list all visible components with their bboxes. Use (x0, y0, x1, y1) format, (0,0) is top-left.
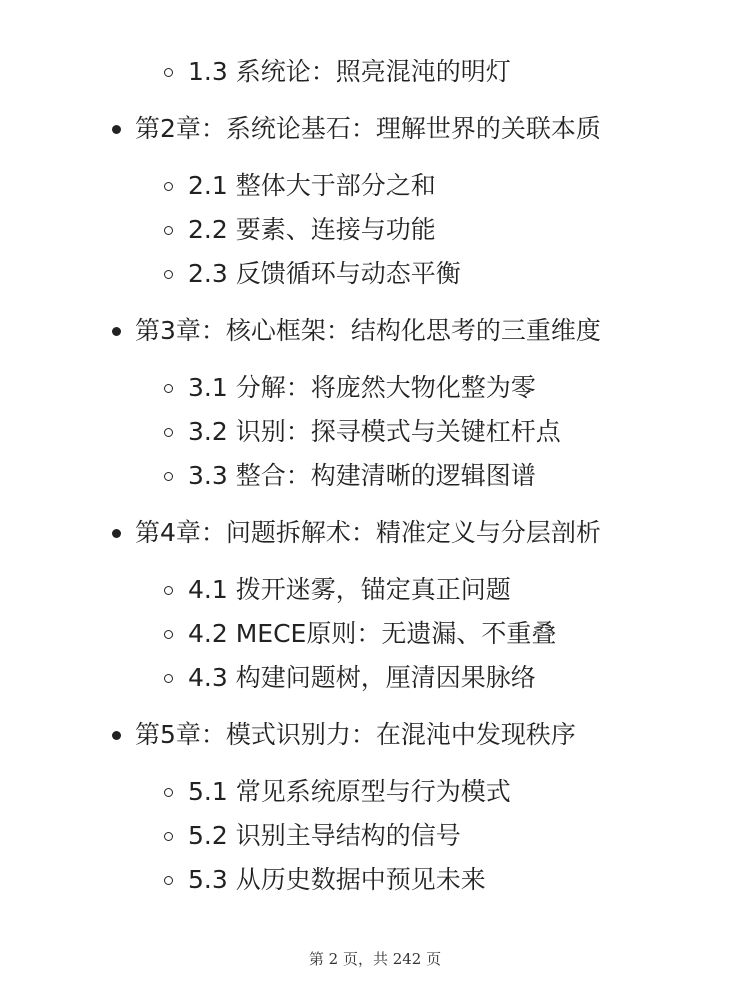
toc-section-label: 2.1 整体大于部分之和 (188, 171, 436, 200)
toc-section-label: 5.2 识别主导结构的信号 (188, 821, 461, 850)
disc-bullet-icon (112, 327, 121, 336)
toc-section-label: 3.2 识别：探寻模式与关键杠杆点 (188, 417, 561, 446)
circle-bullet-icon (164, 182, 173, 191)
disc-bullet-icon (112, 529, 121, 538)
toc-section-label: 2.3 反馈循环与动态平衡 (188, 259, 461, 288)
toc-chapter-4[interactable] (112, 517, 601, 549)
circle-bullet-icon (164, 876, 173, 885)
toc-section-4-1[interactable] (164, 574, 511, 606)
circle-bullet-icon (164, 68, 173, 77)
toc-section-label: 4.3 构建问题树，厘清因果脉络 (188, 663, 536, 692)
circle-bullet-icon (164, 832, 173, 841)
toc-section-label: 2.2 要素、连接与功能 (188, 215, 436, 244)
circle-bullet-icon (164, 428, 173, 437)
toc-chapter-5[interactable] (112, 719, 576, 751)
toc-section-4-2[interactable] (164, 618, 556, 650)
toc-section-2-1[interactable] (164, 170, 436, 202)
toc-section-label: 3.1 分解：将庞然大物化整为零 (188, 373, 536, 402)
toc-section-2-3[interactable] (164, 258, 461, 290)
toc-section-label: 4.2 MECE原则：无遗漏、不重叠 (188, 619, 557, 648)
circle-bullet-icon (164, 384, 173, 393)
toc-chapter-label: 第5章：模式识别力：在混沌中发现秩序 (135, 720, 576, 749)
disc-bullet-icon (112, 125, 121, 134)
toc-chapter-label: 第4章：问题拆解术：精准定义与分层剖析 (135, 518, 601, 547)
toc-section-label: 5.1 常见系统原型与行为模式 (188, 777, 511, 806)
circle-bullet-icon (164, 788, 173, 797)
toc-section-4-3[interactable] (164, 662, 536, 694)
toc-section-3-3[interactable] (164, 460, 536, 492)
toc-section-label: 3.3 整合：构建清晰的逻辑图谱 (188, 461, 536, 490)
toc-chapter-label: 第2章：系统论基石：理解世界的关联本质 (135, 114, 601, 143)
circle-bullet-icon (164, 630, 173, 639)
circle-bullet-icon (164, 226, 173, 235)
toc-section-5-1[interactable] (164, 776, 511, 808)
toc-section-5-3[interactable] (164, 864, 486, 896)
toc-section-3-1[interactable] (164, 372, 536, 404)
circle-bullet-icon (164, 270, 173, 279)
toc-chapter-label: 第3章：核心框架：结构化思考的三重维度 (135, 316, 601, 345)
toc-section-label: 1.3 系统论：照亮混沌的明灯 (188, 57, 511, 86)
toc-section-label: 4.1 拨开迷雾，锚定真正问题 (188, 575, 511, 604)
circle-bullet-icon (164, 674, 173, 683)
toc-section-2-2[interactable] (164, 214, 436, 246)
circle-bullet-icon (164, 586, 173, 595)
circle-bullet-icon (164, 472, 173, 481)
toc-section-1-3[interactable] (164, 56, 511, 88)
toc-chapter-2[interactable] (112, 113, 601, 145)
disc-bullet-icon (112, 731, 121, 740)
page-number-footer: 第 2 页，共 242 页 (308, 950, 442, 968)
toc-section-label: 5.3 从历史数据中预见未来 (188, 865, 486, 894)
toc-section-5-2[interactable] (164, 820, 461, 852)
toc-chapter-3[interactable] (112, 315, 601, 347)
toc-section-3-2[interactable] (164, 416, 561, 448)
